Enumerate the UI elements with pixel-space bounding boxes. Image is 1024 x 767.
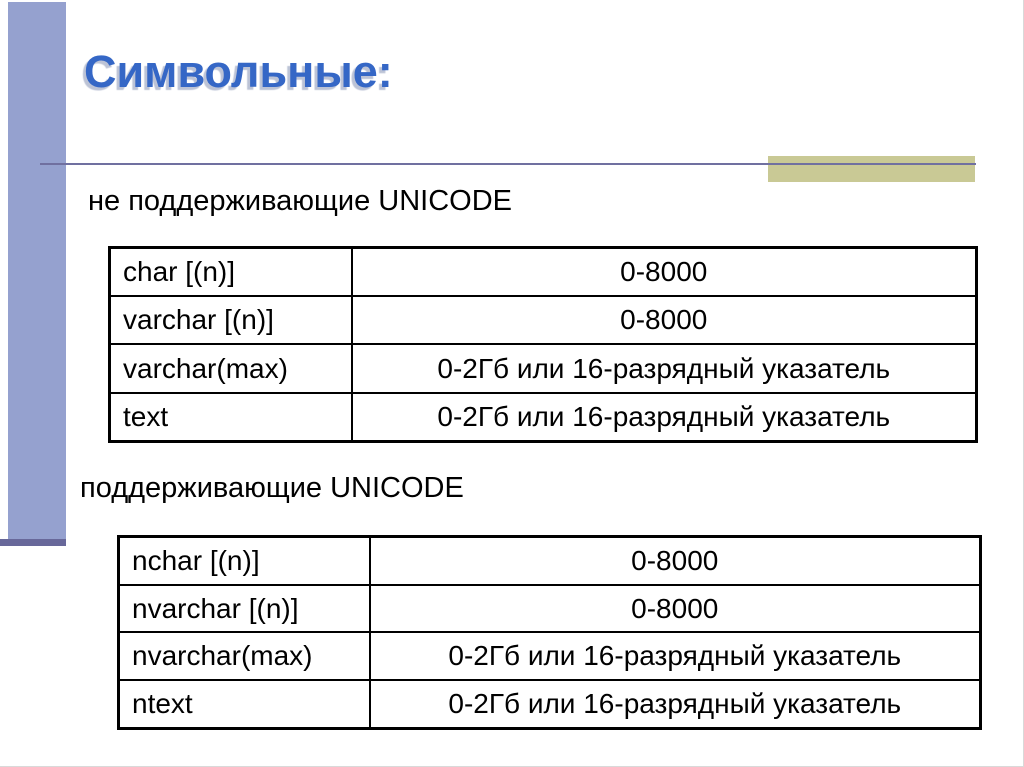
table-row — [110, 393, 977, 442]
type-cell: varchar [(n)] — [110, 296, 352, 344]
type-cell: nvarchar(max) — [119, 632, 370, 680]
range-cell: 0-2Гб или 16-разрядный указатель — [370, 680, 981, 728]
title-divider-rule — [40, 163, 976, 165]
table-row — [110, 248, 977, 297]
non-unicode-types-table — [108, 246, 978, 443]
unicode-types-table — [117, 535, 982, 730]
table-row — [119, 632, 981, 680]
type-cell: char [(n)] — [110, 248, 352, 297]
section-label-non-unicode: не поддерживающие UNICODE — [88, 185, 513, 217]
section-label-unicode: поддерживающие UNICODE — [80, 472, 464, 504]
table-row — [119, 537, 981, 585]
page-title: Символьные: — [84, 46, 393, 97]
type-cell: nvarchar [(n)] — [119, 585, 370, 633]
range-cell: 0-8000 — [370, 585, 981, 633]
range-cell: 0-2Гб или 16-разрядный указатель — [370, 632, 981, 680]
range-cell: 0-8000 — [370, 537, 981, 585]
range-cell: 0-8000 — [352, 248, 977, 297]
type-cell: nchar [(n)] — [119, 537, 370, 585]
range-cell: 0-2Гб или 16-разрядный указатель — [352, 344, 977, 392]
range-cell: 0-8000 — [352, 296, 977, 344]
table-row — [119, 585, 981, 633]
sidebar-underline — [0, 539, 66, 546]
table-row — [110, 296, 977, 344]
type-cell: ntext — [119, 680, 370, 728]
accent-box — [768, 156, 975, 182]
type-cell: text — [110, 393, 352, 442]
type-cell: varchar(max) — [110, 344, 352, 392]
range-cell: 0-2Гб или 16-разрядный указатель — [352, 393, 977, 442]
table-row — [119, 680, 981, 728]
sidebar-accent-bar — [8, 2, 66, 539]
table-row — [110, 344, 977, 392]
